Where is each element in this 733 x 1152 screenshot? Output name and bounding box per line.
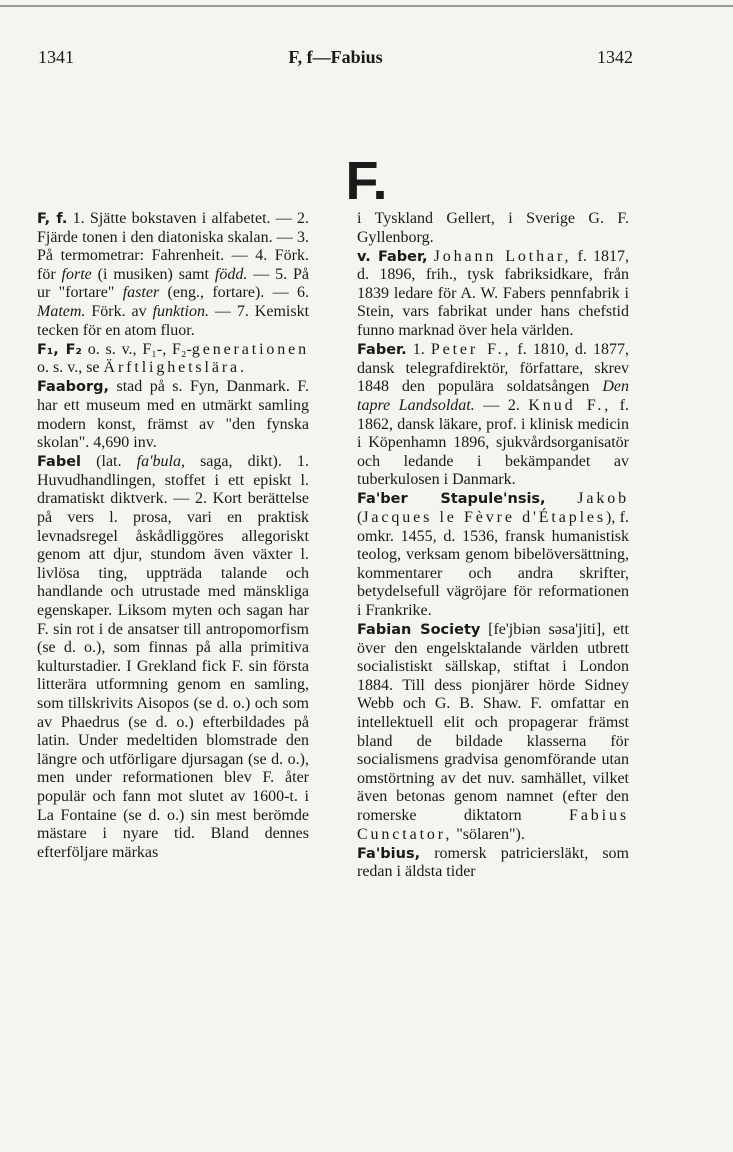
headword: F, f.: [37, 211, 68, 227]
section-letter: F.: [345, 151, 388, 211]
entry-f: F, f. 1. Sjätte bokstaven i alfabetet. — 2. Fjärde tonen i den diatoniska skalan. — 3. På termometrar: Fahrenheit. — 4. Förk. för forte (i musiken) samt född. — 5. På ur "fortare" faster (eng., fortare). — 6. Matem. Förk. av funktion. — 7. Kemiskt tecken för en atom fluor.: [37, 210, 310, 339]
entry-fabel: Fabel (lat. fa'bula, saga, dikt). 1. Huvudhandlingen, stoffet i ett episkt l. dramatiskt diktverk. — 2. Kort berättelse på vers l. prosa, vari en praktisk levnadsregel åskådliggöres allegoriskt genom att djur, stundom även växter l. livlösa ting, uppträda talande och handlande och utrustade med mänskliga egenskaper. Liksom myten och sagan har F. sin rot i de ansatser till antropomorfism (se d. o.), som finnas på alla primitiva kulturstadier. I Grekland fick F. sin första litterära utformning genom en samling, som tillskrivits Aisopos (se d. o.) och som av Phaedrus (se d. o.) efterbildades på latin. Under medeltiden blomstrade den längre och utförligare djursagan (se d. o.), men under reformationen blev F. åter populär och fann mot slutet av 1600-t. i La Fontaine (se d. o.) sin mest berömde mästare i nyare tid. Bland dennes efterföljare märkas: [37, 453, 309, 861]
page-header: [38, 47, 633, 68]
entry-fabius: Fa'bius, romersk patriciersläkt, som redan i äldsta tider: [357, 844, 629, 881]
entry-v-faber: v. Faber, Johann Lothar, f. 1817, d. 1896, frih., tysk fabriksidkare, från 1839 ledare för A. W. Fabers pennfabrik i Stein, vars fabrikat under hans chefstid funno marknad över hela världen.: [357, 247, 630, 340]
headword: Fabel: [37, 454, 82, 471]
entry-faber-stapulensis: Fa'ber Stapule'nsis, Jakob (Jacques le Fèvre d'Étaples), f. omkr. 1455, d. 1536, fransk humanistisk teolog, verksam genom bibelöversättning, kommentarer och andra skrifter, betydelsefull vägröjare för reformationen i Frankrike.: [357, 490, 630, 619]
headword: Fabian Society: [357, 622, 481, 639]
entry-fabel-continued: i Tyskland Gellert, i Sverige G. F. Gyllenborg.: [357, 210, 629, 246]
headword: Faber.: [357, 342, 407, 359]
entry-faber: Faber. 1. Peter F., f. 1810, d. 1877, dansk telegrafdirektör, författare, skrev 1848 den populära soldatsången Den tapre Landsoldat. — 2. Knud F., f. 1862, dansk läkare, prof. i klinisk medicin i Köpenhamn 1896, sjukvårdsorganisatör och ledande i bekämpandet av tuberkulosen i Danmark.: [357, 341, 630, 489]
entry-faaborg: Faaborg, stad på s. Fyn, Danmark. F. har ett museum med en utmärkt samling modern konst, främst av "den fynska skolan". 4,690 inv.: [37, 378, 309, 452]
entry-fabian-society: Fabian Society [fe'jbiən səsa'jiti], ett över den engelsktalande världen utbrett socialistiskt sällskap, stiftat i London 1884. Till dess pionjärer hörde Sidney Webb och G. B. Shaw. F. omfattar en intellektuell elit och propagerar främst bland de bildade klasserna för socialismens gradvisa genomförande utan omstörtning av det nuv. samhället, vilket även betonas genom namnet (efter den romerske diktatorn Fabius Cunctator, "sölaren").: [357, 621, 629, 843]
running-title: F, f—Fabius: [288, 47, 383, 67]
entry-f1-f2: F₁, F₂ o. s. v., F₁-, F₂-generationen o. s. v., se Ärftlighetslära.: [37, 340, 310, 377]
page-number-left: 1341: [38, 47, 74, 67]
headword: Fa'bius,: [357, 845, 421, 862]
top-rule: [0, 5, 733, 7]
page-number-right: 1342: [596, 47, 633, 67]
headword: Faaborg,: [37, 379, 110, 396]
headword: F₁, F₂: [37, 341, 82, 358]
headword: Fa'ber Stapule'nsis,: [357, 491, 546, 508]
right-column: [357, 210, 629, 882]
headword: v. Faber,: [357, 248, 428, 265]
left-column: [37, 210, 309, 863]
